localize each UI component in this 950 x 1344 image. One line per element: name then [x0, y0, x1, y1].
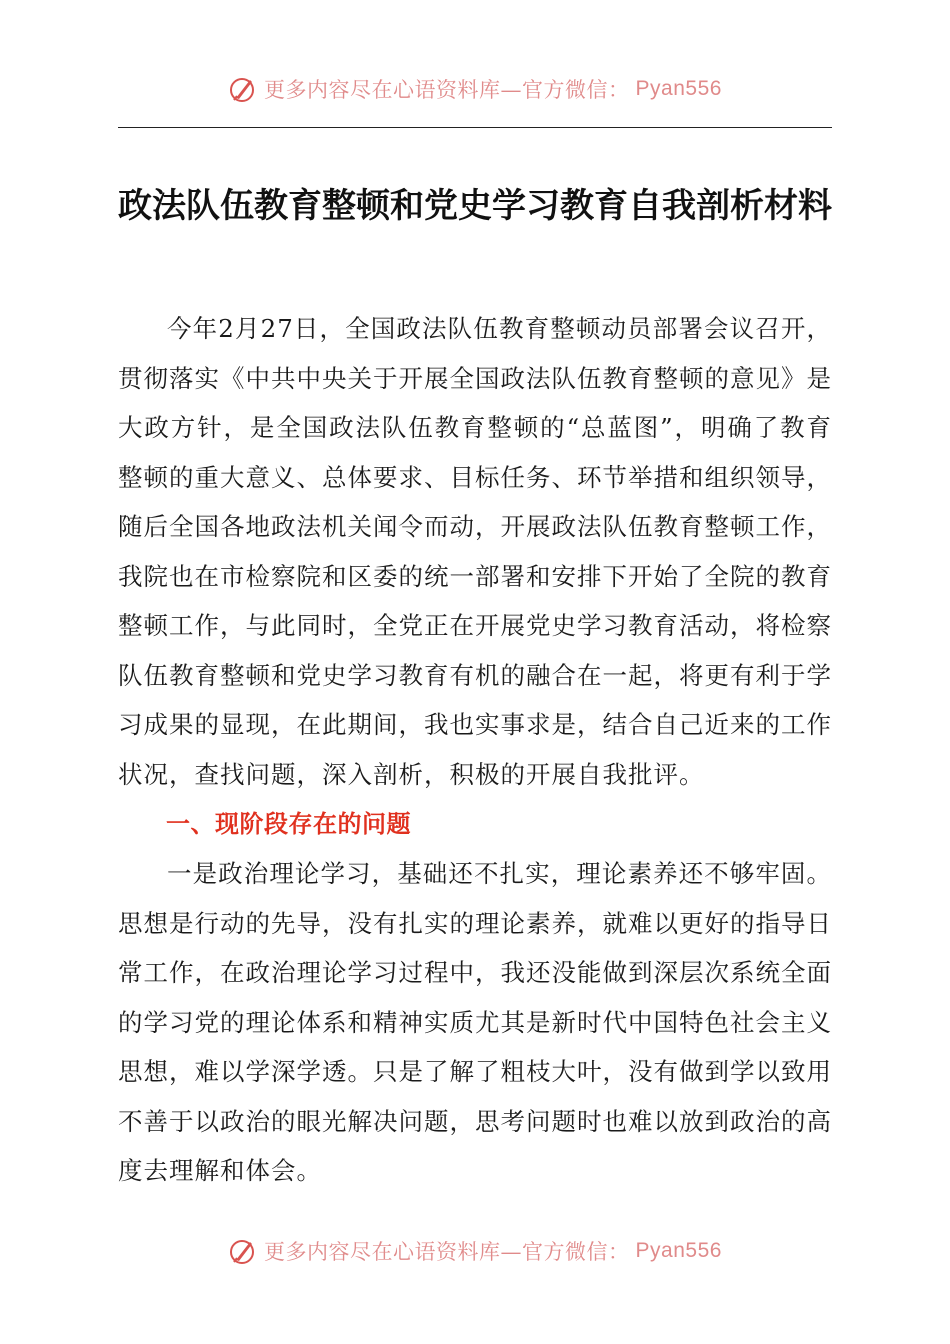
- document-title: 政法队伍教育整顿和党史学习教育自我剖析材料: [118, 186, 832, 226]
- section-paragraph: 一是政治理论学习，基础还不扎实，理论素养还不够牢固。思想是行动的先导，没有扎实的理论素养，就难以更好的指导日常工作，在政治理论学习过程中，我还没能做到深层次系统全面的学习党的理论体系和精神实质尤其是新时代中国特色社会主义思想，难以学深学透。只是了解了粗枝大叶，没有做到学以致用不善于以政治的眼光解决问题，思考问题时也难以放到政治的高度去理解和体会。: [118, 859, 832, 1185]
- section-heading: 一、现阶段存在的问题: [166, 810, 411, 838]
- header-watermark: [0, 74, 950, 104]
- quill-pen-logo-icon: [228, 74, 258, 104]
- document-body: [118, 304, 832, 1196]
- intro-paragraph: 今年2月27日，全国政法队伍教育整顿动员部署会议召开，贯彻落实《中共中央关于开展全国政法队伍教育整顿的意见》是大政方针，是全国政法队伍教育整顿的“总蓝图”，明确了教育整顿的重大意义、总体要求、目标任务、环节举措和组织领导，随后全国各地政法机关闻令而动，开展政法队伍教育整顿工作，我院也在市检察院和区委的统一部署和安排下开始了全院的教育整顿工作，与此同时，全党正在开展党史学习教育活动，将检察队伍教育整顿和党史学习教育有机的融合在一起，将更有利于学习成果的显现，在此期间，我也实事求是，结合自己近来的工作状况，查找问题，深入剖析，积极的开展自我批评。: [118, 314, 832, 789]
- footer-watermark: [0, 1236, 950, 1266]
- watermark-wechat-id: Pyan556: [635, 77, 722, 100]
- header-divider: [118, 127, 832, 128]
- quill-pen-logo-icon: [228, 1236, 258, 1266]
- watermark-text: 更多内容尽在心语资料库—官方微信：: [264, 1240, 630, 1264]
- watermark-wechat-id: Pyan556: [635, 1239, 722, 1262]
- watermark-text: 更多内容尽在心语资料库—官方微信：: [264, 78, 630, 102]
